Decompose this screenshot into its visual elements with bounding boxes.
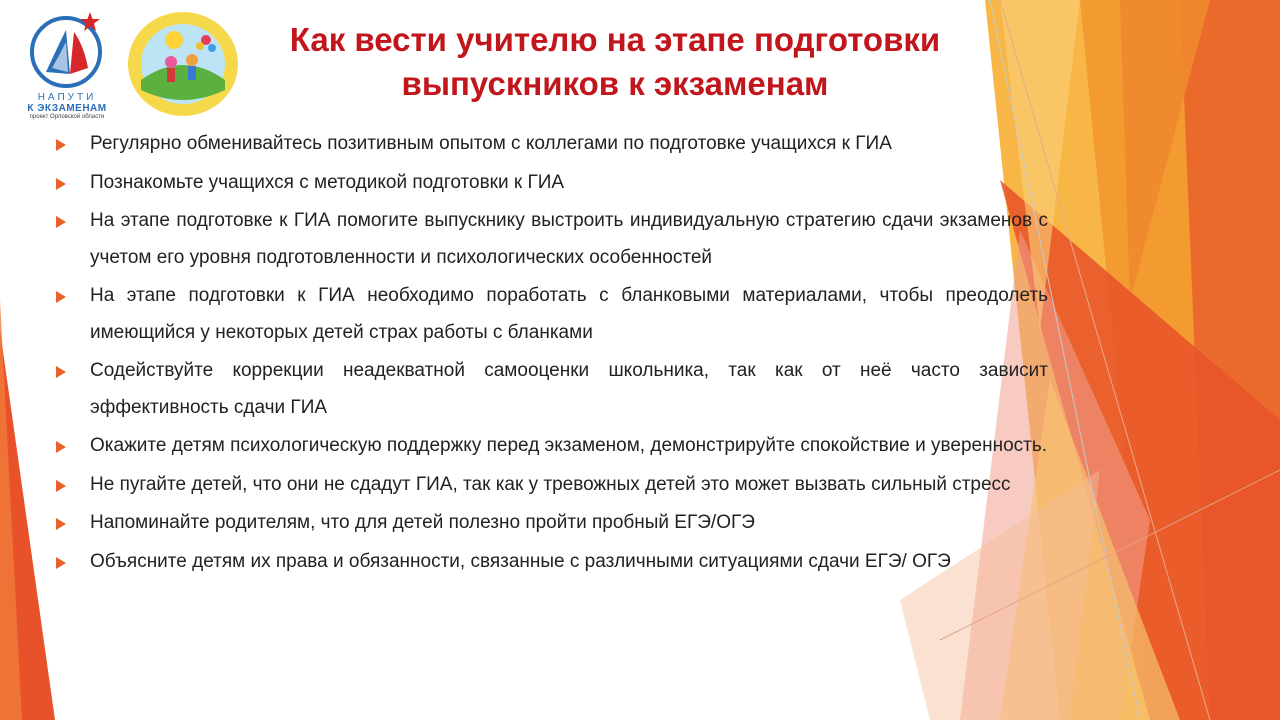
list-item-text: На этапе подготовки к ГИА необходимо поработать с бланковыми материалами, чтобы преодолеть имеющийся у некоторых детей страх работы с бланками	[90, 285, 1048, 343]
book-star-emblem-icon	[28, 6, 106, 96]
triangle-bullet-icon	[56, 366, 66, 378]
list-item-text: Содействуйте коррекции неадекватной самооценки школьника, так как от неё часто зависит эффективность сдачи ГИА	[90, 360, 1048, 418]
triangle-bullet-icon	[56, 480, 66, 492]
logo-caption-line1: НАПУТИ	[37, 92, 97, 103]
list-item-text: Напоминайте родителям, что для детей полезно пройти пробный ЕГЭ/ОГЭ	[90, 512, 755, 533]
triangle-bullet-icon	[56, 518, 66, 530]
psychological-center-seal-icon	[126, 10, 240, 118]
slide-title	[250, 18, 980, 106]
triangle-bullet-icon	[56, 139, 66, 151]
triangle-bullet-icon	[56, 291, 66, 303]
list-item	[56, 428, 1048, 465]
list-item	[56, 505, 1048, 542]
advice-list	[56, 126, 1048, 582]
list-item-text: Окажите детям психологическую поддержку перед экзаменом, демонстрируйте спокойствие и уверенность.	[90, 435, 1048, 456]
triangle-bullet-icon	[56, 557, 66, 569]
triangle-bullet-icon	[56, 178, 66, 190]
title-line-2: выпускников к экзаменам	[401, 65, 829, 102]
list-item-text: Регулярно обменивайтесь позитивным опытом с коллегами по подготовке учащихся к ГИА	[90, 133, 892, 154]
triangle-bullet-icon	[56, 216, 66, 228]
list-item	[56, 126, 1048, 163]
list-item	[56, 544, 1048, 581]
logo-caption-line2: К ЭКЗАМЕНАМ	[27, 103, 107, 114]
list-item-text: Не пугайте детей, что они не сдадут ГИА, так как у тревожных детей это может вызвать сильный стресс	[90, 473, 1011, 495]
na-puti-logo	[22, 6, 112, 121]
list-item-text: Объясните детям их права и обязанности, связанные с различными ситуациями сдачи ЕГЭ/ ОГЭ	[90, 550, 951, 572]
list-item	[56, 353, 1048, 426]
list-item	[56, 278, 1048, 351]
title-line-1: Как вести учителю на этапе подготовки	[289, 21, 941, 58]
list-item	[56, 165, 1048, 202]
logo-caption-line3: проект Орловской области	[29, 114, 105, 120]
list-item-text: Познакомьте учащихся с методикой подготовки к ГИА	[90, 171, 565, 193]
list-item	[56, 203, 1048, 276]
list-item-text: На этапе подготовке к ГИА помогите выпускнику выстроить индивидуальную стратегию сдачи экзаменов с учетом его уровня подготовленности и психологических особенностей	[90, 210, 1048, 268]
triangle-bullet-icon	[56, 441, 66, 453]
list-item	[56, 467, 1048, 504]
